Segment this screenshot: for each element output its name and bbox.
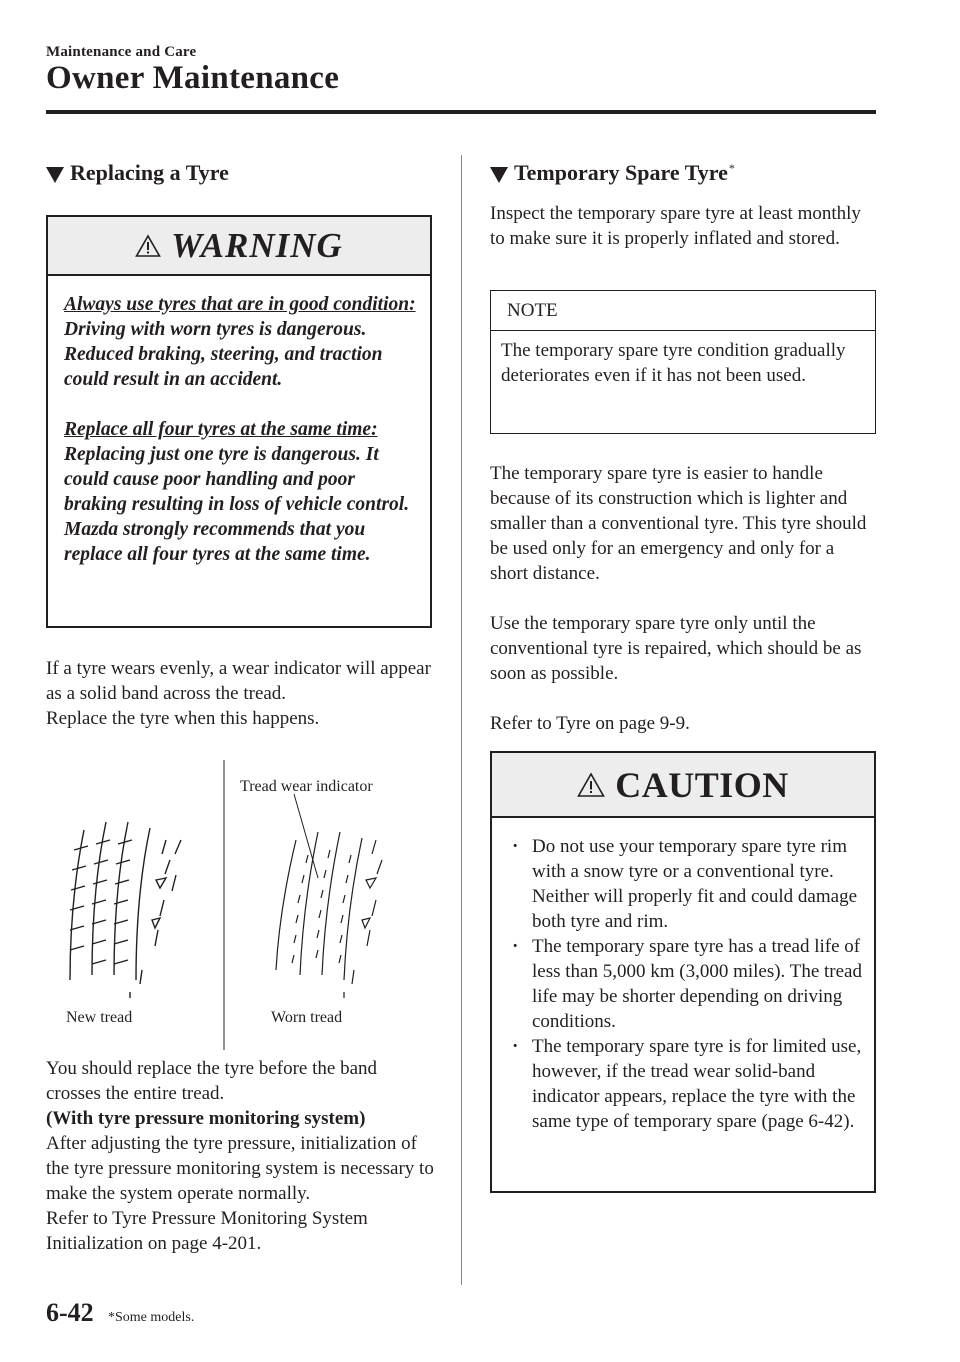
warning-header xyxy=(48,217,430,276)
warning-p2-body: Replacing just one tyre is dangerous. It could cause poor handling and poor braking resulting in loss of vehicle control. Mazda strongly recommends that you replace all four tyres at the same time. xyxy=(64,444,410,565)
caution-triangle-icon xyxy=(577,772,605,798)
new-tread-drawing xyxy=(70,822,181,998)
paragraph: If a tyre wears evenly, a wear indicator will appear as a solid band across the tread. xyxy=(46,658,431,704)
note-box xyxy=(490,290,876,434)
paragraph: Refer to Tyre on page 9-9. xyxy=(490,713,690,734)
replacing-tyre-heading xyxy=(46,160,229,186)
warning-p2-head: Replace all four tyres at the same time: xyxy=(64,419,378,440)
indicator-leader-line xyxy=(294,794,318,878)
tread-wear-figure xyxy=(46,760,446,1050)
tpms-subheading: (With tyre pressure monitoring system) xyxy=(46,1108,366,1129)
caution-item: · The temporary spare tyre is for limited use, however, if the tread wear solid-band indicator appears, replace the tyre with the same type of temporary spare (page 6-42). xyxy=(504,1034,864,1134)
page-title: Owner Maintenance xyxy=(46,60,340,96)
paragraph: The temporary spare tyre is easier to handle because of its construction which is lighter and smaller than a conventional tyre. This tyre should be used only for an emergency and only for a short distance. xyxy=(490,463,867,584)
caution-header xyxy=(492,753,874,818)
paragraph: Refer to Tyre Pressure Monitoring System Initialization on page 4-201. xyxy=(46,1208,368,1254)
section-label: Maintenance and Care xyxy=(46,44,197,60)
caution-list xyxy=(492,818,874,1134)
inspect-paragraph: Inspect the temporary spare tyre at least monthly to make sure it is properly inflated and stored. xyxy=(490,203,861,249)
note-body: The temporary spare tyre condition gradually deteriorates even if it has not been used. xyxy=(501,340,846,386)
caution-item: · The temporary spare tyre has a tread life of less than 5,000 km (3,000 miles). The tread life may be shorter depending on driving conditions. xyxy=(504,934,864,1034)
warning-box xyxy=(46,215,432,628)
footnote: *Some models. xyxy=(108,1310,195,1325)
caution-box xyxy=(490,751,876,1193)
warning-title: WARNING xyxy=(171,225,343,265)
replace-instructions xyxy=(46,1056,436,1256)
heading-text: Replacing a Tyre xyxy=(70,160,229,185)
warning-body xyxy=(48,276,430,567)
triangle-down-icon xyxy=(46,164,64,184)
worn-tread-drawing xyxy=(276,832,382,998)
caution-item: · Do not use your temporary spare tyre rim with a snow tyre or a conventional tyre. Neither will properly fit and could damage both tyre and rim. xyxy=(504,834,864,934)
triangle-down-icon xyxy=(490,164,508,184)
wear-indicator-text xyxy=(46,656,436,731)
warning-p1-head: Always use tyres that are in good condition: xyxy=(64,294,416,315)
header-rule xyxy=(46,110,876,114)
spare-description xyxy=(490,461,870,736)
heading-text: Temporary Spare Tyre xyxy=(514,160,728,185)
note-title: NOTE xyxy=(491,291,875,331)
warning-triangle-icon xyxy=(135,234,161,258)
caution-title: CAUTION xyxy=(615,764,789,805)
paragraph: After adjusting the tyre pressure, initialization of the tyre pressure monitoring system is necessary to make the system operate normally. xyxy=(46,1133,434,1204)
some-models-mark: * xyxy=(728,160,735,175)
spare-tyre-heading xyxy=(490,160,735,186)
paragraph: Use the temporary spare tyre only until the conventional tyre is repaired, which should be as soon as possible. xyxy=(490,613,862,684)
paragraph: Replace the tyre when this happens. xyxy=(46,708,320,729)
paragraph: You should replace the tyre before the band crosses the entire tread. xyxy=(46,1058,377,1104)
page-number: 6-42 xyxy=(46,1298,94,1327)
column-divider xyxy=(461,155,462,1285)
worn-tread-label: Worn tread xyxy=(271,1009,343,1026)
new-tread-label: New tread xyxy=(66,1009,133,1026)
warning-p1-body: Driving with worn tyres is dangerous. Reduced braking, steering, and traction could result in an accident. xyxy=(64,319,383,390)
tread-wear-indicator-label: Tread wear indicator xyxy=(240,778,373,795)
